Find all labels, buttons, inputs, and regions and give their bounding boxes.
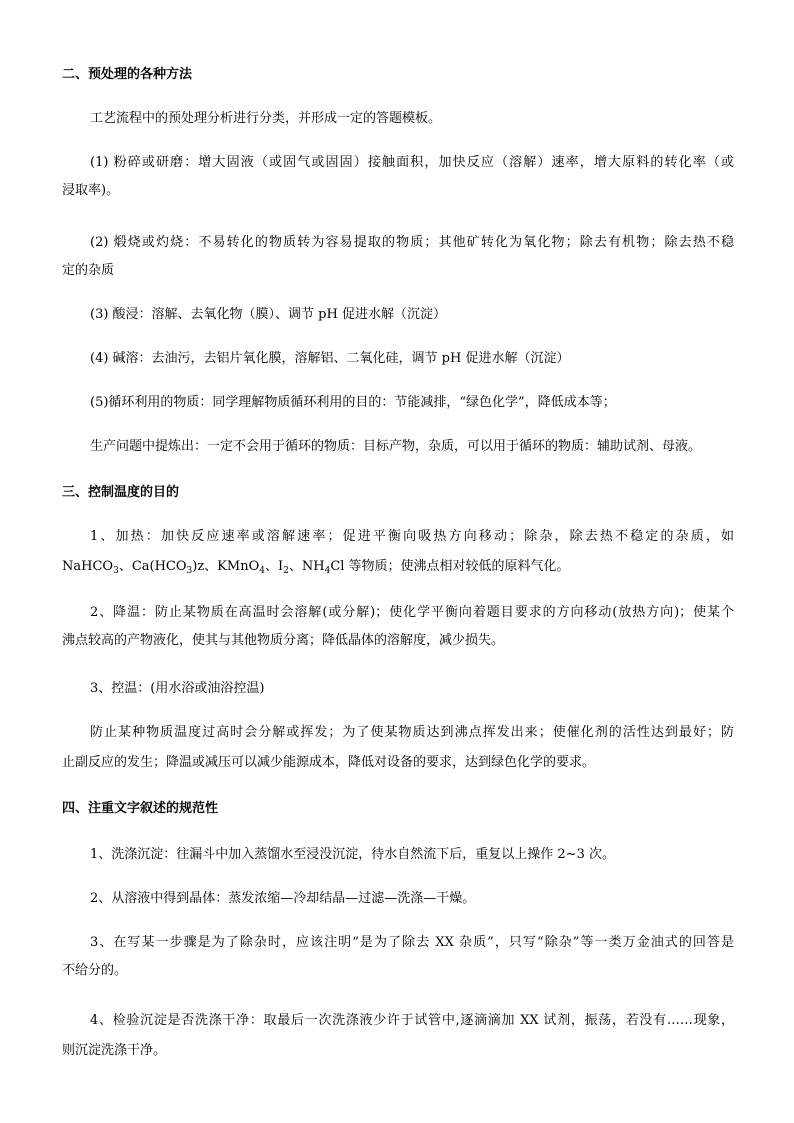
paragraph-cooling-line1: 2、降温：防止某物质在高温时会溶解(或分解)；使化学平衡向着题目要求的方向移动(放热方向)；使某个 xyxy=(90,605,734,620)
paragraph-item1-line2: 浸取率)。 xyxy=(62,183,120,198)
section-heading-temperature: 三、控制温度的目的 xyxy=(62,485,180,500)
paragraph-item5: (5)循环利用的物质：同学理解物质循环利用的目的：节能减排，“绿色化学”，降低成本等； xyxy=(90,395,616,410)
paragraph-heating-line1: 1、加热：加快反应速率或溶解速率；促进平衡向吸热方向移动；除杂，除去热不稳定的杂质，如 xyxy=(90,529,734,544)
paragraph-item1-line1: (1) 粉碎或研磨：增大固液（或固气或固固）接触面积，加快反应（溶解）速率，增大原料的转化率（或 xyxy=(90,155,734,170)
paragraph-item4: (4) 碱溶：去油污，去铝片氧化膜，溶解铝、二氧化硅，调节 pH 促进水解（沉淀） xyxy=(90,351,570,366)
paragraph-heating-line2: NaHCO$_3$、$Ca(HCO_3)z$、KMnO$_4$、$I_2$、$NH_4Cl$ 等物质；使沸点相对较低的原料气化。 xyxy=(62,559,570,576)
paragraph-item6: 生产问题中提炼出：一定不会用于循环的物质：目标产物，杂质，可以用于循环的物质：辅助试剂、母液。 xyxy=(90,439,702,454)
paragraph-temp-purpose-line2: 止副反应的发生；降温或减压可以减少能源成本，降低对设备的要求，达到绿色化学的要求。 xyxy=(62,755,596,770)
paragraph-check-wash-line2: 则沉淀洗涤干净。 xyxy=(62,1043,167,1058)
paragraph-intro: 工艺流程中的预处理分析进行分类，并形成一定的答题模板。 xyxy=(90,111,442,126)
section-heading-pretreatment: 二、预处理的各种方法 xyxy=(62,67,193,82)
paragraph-temp-control: 3、控温：(用水浴或油浴控温) xyxy=(90,681,265,696)
paragraph-washing: 1、洗涤沉淀：往漏斗中加入蒸馏水至浸没沉淀，待水自然流下后，重复以上操作 2~3 次。 xyxy=(90,847,615,862)
paragraph-temp-purpose-line1: 防止某种物质温度过高时会分解或挥发；为了使某物质达到沸点挥发出来；使催化剂的活性达到最好；防 xyxy=(90,725,734,740)
paragraph-item2-line2: 定的杂质 xyxy=(62,263,115,278)
paragraph-item3: (3) 酸浸：溶解、去氧化物（膜）、调节 pH 促进水解（沉淀） xyxy=(90,307,446,322)
paragraph-cooling-line2: 沸点较高的产物液化，使其与其他物质分离；降低晶体的溶解度，减少损失。 xyxy=(62,633,505,648)
paragraph-impurity-line2: 不给分的。 xyxy=(62,963,128,978)
paragraph-item2-line1: (2) 煅烧或灼烧：不易转化的物质转为容易提取的物质；其他矿转化为氧化物；除去有机物；除去热不稳 xyxy=(90,235,734,250)
paragraph-impurity-line1: 3、在写某一步骤是为了除杂时，应该注明“是为了除去 XX 杂质”，只写“除杂”等一类万金油式的回答是 xyxy=(90,935,734,950)
paragraph-crystal: 2、从溶液中得到晶体：蒸发浓缩—冷却结晶—过滤—洗涤—干燥。 xyxy=(90,891,476,906)
section-heading-wording: 四、注重文字叙述的规范性 xyxy=(62,801,219,816)
paragraph-check-wash-line1: 4、检验沉淀是否洗涤干净：取最后一次洗涤液少许于试管中,逐滴滴加 XX 试剂，振荡，若没有……现象， xyxy=(90,1013,734,1028)
